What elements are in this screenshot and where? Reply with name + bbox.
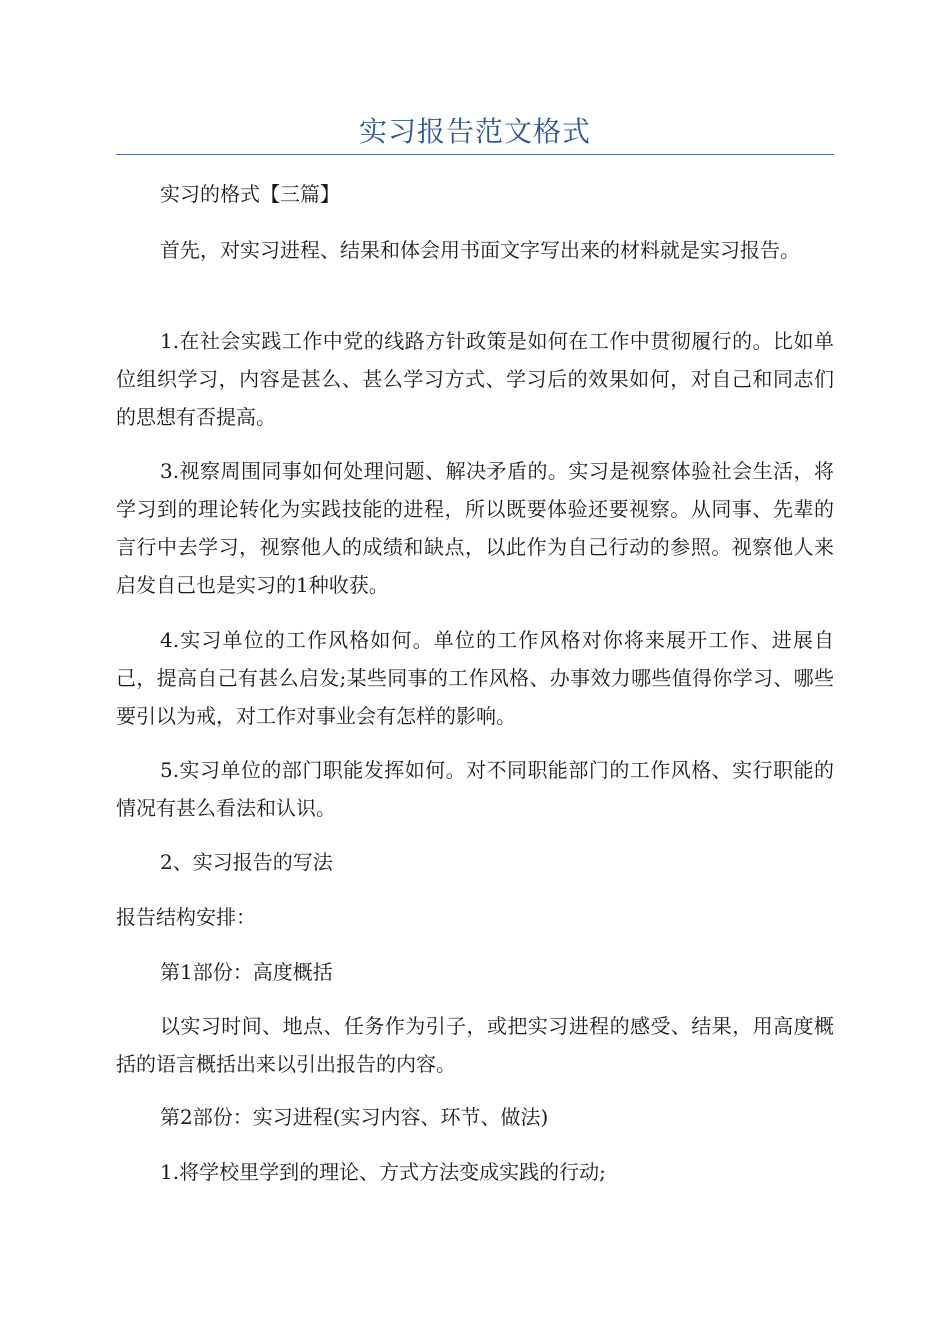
structure-heading: 报告结构安排：: [116, 905, 256, 929]
paragraph-subtitle: 实习的格式【三篇】: [160, 182, 340, 206]
paragraph-item-3: 3.视察周围同事如何处理问题、解决矛盾的。实习是视察体验社会生活，将学习到的理论转化为实践技能的进程，所以既要体验还要视察。从同事、先辈的言行中去学习，视察他人的成绩和缺点，以此作为自己行动的参照。视察他人来启发自己也是实习的1种收获。: [116, 459, 834, 597]
paragraph-item-5: 5.实习单位的部门职能发挥如何。对不同职能部门的工作风格、实行职能的情况有甚么看法和认识。: [116, 758, 834, 820]
paragraph-intro: 首先，对实习进程、结果和体会用书面文字写出来的材料就是实习报告。: [160, 238, 800, 262]
part-2-item-1: 1.将学校里学到的理论、方式方法变成实践的行动;: [160, 1160, 606, 1184]
part-2-heading: 第2部份：实习进程(实习内容、环节、做法): [160, 1105, 549, 1129]
paragraph-item-1: 1.在社会实践工作中党的线路方针政策是如何在工作中贯彻履行的。比如单位组织学习，内容是甚么、甚么学习方式、学习后的效果如何，对自己和同志们的思想有否提高。: [116, 329, 834, 429]
title-underline: [116, 154, 834, 155]
paragraph-item-4: 4.实习单位的工作风格如何。单位的工作风格对你将来展开工作、进展自己，提高自己有甚么启发;某些同事的工作风格、办事效力哪些值得你学习、哪些要引以为戒，对工作对事业会有怎样的影响。: [116, 628, 834, 728]
section-heading-writing: 2、实习报告的写法: [160, 850, 333, 874]
part-1-body: 以实习时间、地点、任务作为引子，或把实习进程的感受、结果，用高度概括的语言概括出来以引出报告的内容。: [116, 1014, 834, 1076]
part-1-heading: 第1部份：高度概括: [160, 960, 333, 984]
document-title: 实习报告范文格式: [358, 115, 591, 148]
